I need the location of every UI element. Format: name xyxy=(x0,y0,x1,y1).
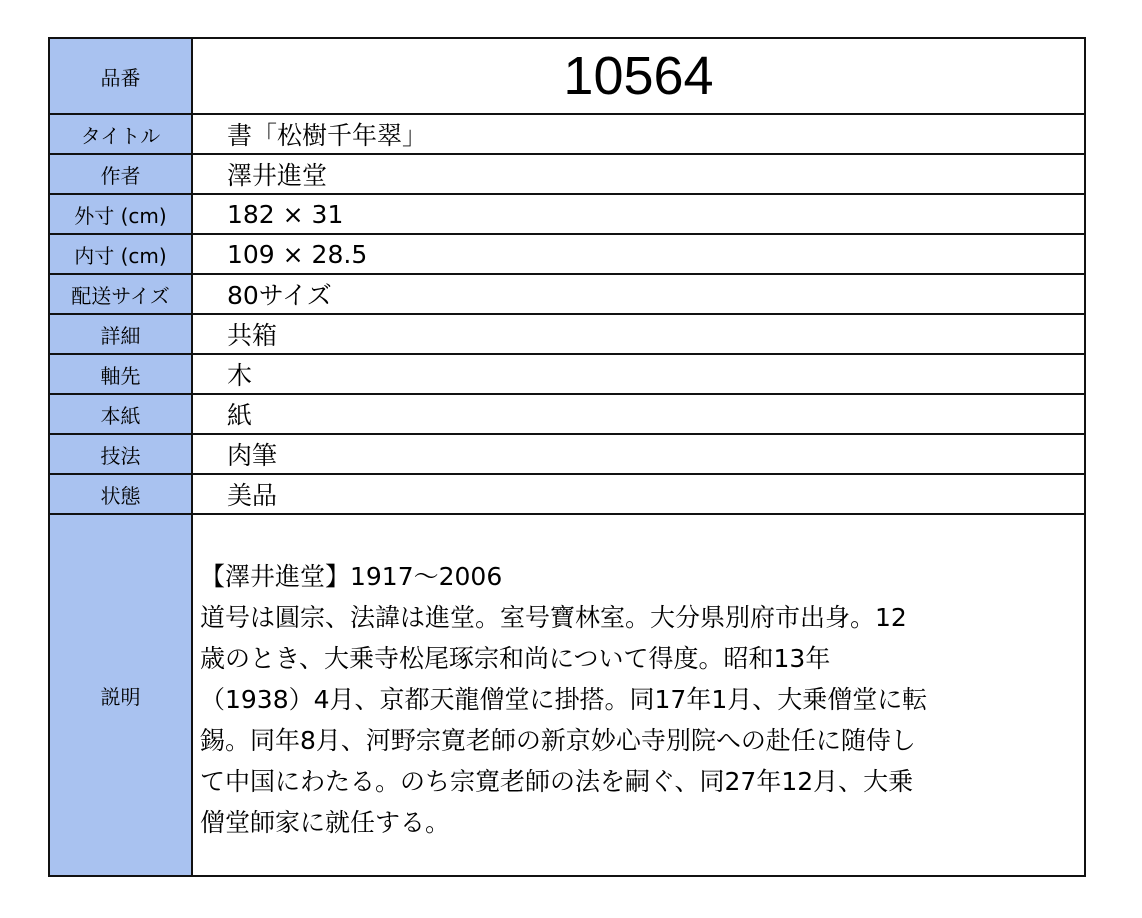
row-details xyxy=(49,314,1085,354)
value-outer-size: 182 × 31 xyxy=(192,194,1085,234)
label-shipping-size: 配送サイズ xyxy=(49,274,192,314)
value-item-number: 10564 xyxy=(192,38,1085,114)
value-details: 共箱 xyxy=(192,314,1085,354)
label-outer-size: 外寸 (cm) xyxy=(49,194,192,234)
label-details: 詳細 xyxy=(49,314,192,354)
description-line: 【澤井進堂】1917〜2006 xyxy=(200,561,503,591)
label-technique: 技法 xyxy=(49,434,192,474)
description-line: （1938）4月、京都天龍僧堂に掛搭。同17年1月、大乗僧堂に転 xyxy=(200,684,928,714)
row-roller-end xyxy=(49,354,1085,394)
row-shipping-size xyxy=(49,274,1085,314)
description-line: 錫。同年8月、河野宗寛老師の新京妙心寺別院への赴任に随侍し xyxy=(200,725,916,755)
description-line: て中国にわたる。のち宗寛老師の法を嗣ぐ、同27年12月、大乗 xyxy=(200,766,914,796)
value-shipping-size: 80サイズ xyxy=(192,274,1085,314)
value-technique: 肉筆 xyxy=(192,434,1085,474)
row-technique xyxy=(49,434,1085,474)
row-title xyxy=(49,114,1085,154)
value-roller-end: 木 xyxy=(192,354,1085,394)
row-artist xyxy=(49,154,1085,194)
value-inner-size: 109 × 28.5 xyxy=(192,234,1085,274)
label-main-paper: 本紙 xyxy=(49,394,192,434)
row-inner-size xyxy=(49,234,1085,274)
description-line: 道号は圓宗、法諱は進堂。室号寶林室。大分県別府市出身。12 xyxy=(200,602,907,632)
label-item-number: 品番 xyxy=(49,38,192,114)
description-line: 歳のとき、大乗寺松尾琢宗和尚について得度。昭和13年 xyxy=(200,643,831,673)
label-description: 説明 xyxy=(49,514,192,876)
value-description xyxy=(192,514,1085,876)
value-condition: 美品 xyxy=(192,474,1085,514)
description-line: 僧堂師家に就任する。 xyxy=(200,807,451,837)
label-condition: 状態 xyxy=(49,474,192,514)
row-condition xyxy=(49,474,1085,514)
value-artist: 澤井進堂 xyxy=(192,154,1085,194)
row-item-number xyxy=(49,38,1085,114)
label-artist: 作者 xyxy=(49,154,192,194)
label-inner-size: 内寸 (cm) xyxy=(49,234,192,274)
label-roller-end: 軸先 xyxy=(49,354,192,394)
item-spec-table xyxy=(48,37,1086,877)
row-main-paper xyxy=(49,394,1085,434)
row-outer-size xyxy=(49,194,1085,234)
value-main-paper: 紙 xyxy=(192,394,1085,434)
label-title: タイトル xyxy=(49,114,192,154)
value-title: 書「松樹千年翠」 xyxy=(192,114,1085,154)
row-description xyxy=(49,514,1085,876)
